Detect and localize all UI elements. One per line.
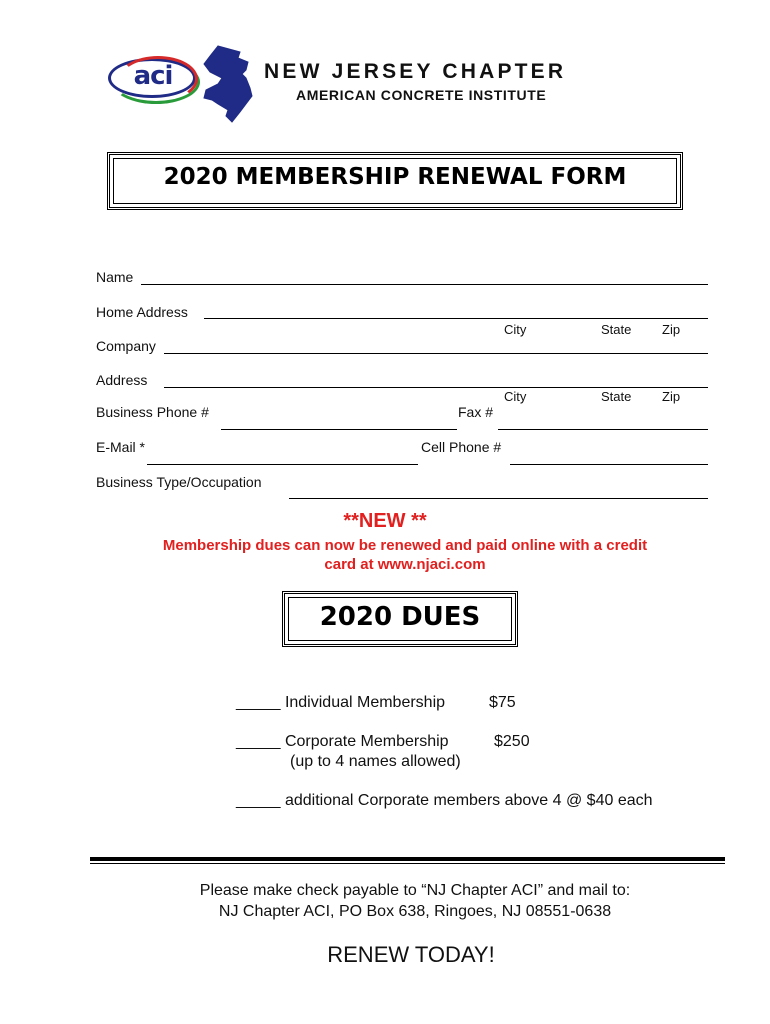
form-title-box [107,152,683,210]
renew-today-text: RENEW TODAY! [327,942,495,967]
business-zip-label: Zip [662,389,681,404]
business-phone-label: Business Phone # [96,404,209,420]
additional-members-option[interactable]: _____ additional Corporate members above 4 @ $40 each [236,792,653,809]
name-label: Name [96,269,134,285]
company-field[interactable] [164,353,708,354]
individual-membership-option[interactable]: _____ Individual Membership [236,694,446,711]
cell-phone-field[interactable] [510,464,708,465]
home-address-field[interactable] [204,318,708,319]
email-label: E-Mail * [96,439,146,455]
fax-field[interactable] [498,429,708,430]
new-jersey-map-icon [196,44,262,124]
mailing-address: NJ Chapter ACI, PO Box 638, Ringoes, NJ 08551-0638 [218,903,612,920]
online-renewal-notice [110,536,700,574]
business-city-label: City [504,389,527,404]
dues-title-box [282,591,518,647]
email-field[interactable] [147,464,418,465]
separator-rule-thin [90,863,725,864]
address-label: Address [96,372,148,388]
cell-phone-label: Cell Phone # [421,439,502,455]
aci-logo-text: aci [133,61,173,91]
address-field[interactable] [164,387,708,388]
home-city-label: City [504,322,527,337]
business-phone-field[interactable] [221,429,457,430]
corporate-membership-option[interactable]: _____ Corporate Membership [236,733,449,750]
company-label: Company [96,338,156,354]
online-renewal-line-1: Membership dues can now be renewed and paid online with a credit [162,537,648,554]
institute-name: AMERICAN CONCRETE INSTITUTE [296,87,547,103]
online-renewal-line-2: card at www.njaci.com [324,556,486,573]
name-field[interactable] [141,284,708,285]
form-title: 2020 MEMBERSHIP RENEWAL FORM [163,164,627,190]
home-address-label: Home Address [96,304,188,320]
chapter-title: NEW JERSEY CHAPTER [264,60,567,83]
home-zip-label: Zip [662,322,681,337]
dues-title: 2020 DUES [319,602,481,632]
separator-rule [90,857,725,861]
individual-price: $75 [489,694,516,711]
corporate-note: (up to 4 names allowed) [290,753,461,770]
payment-instructions: Please make check payable to “NJ Chapter ACI” and mail to: [199,882,631,899]
fax-label: Fax # [458,404,494,420]
business-type-field[interactable] [289,498,708,499]
corporate-price: $250 [494,733,530,750]
home-state-label: State [601,322,632,337]
new-notice-heading: **NEW ** [343,510,427,532]
business-type-label: Business Type/Occupation [96,474,262,490]
business-state-label: State [601,389,632,404]
